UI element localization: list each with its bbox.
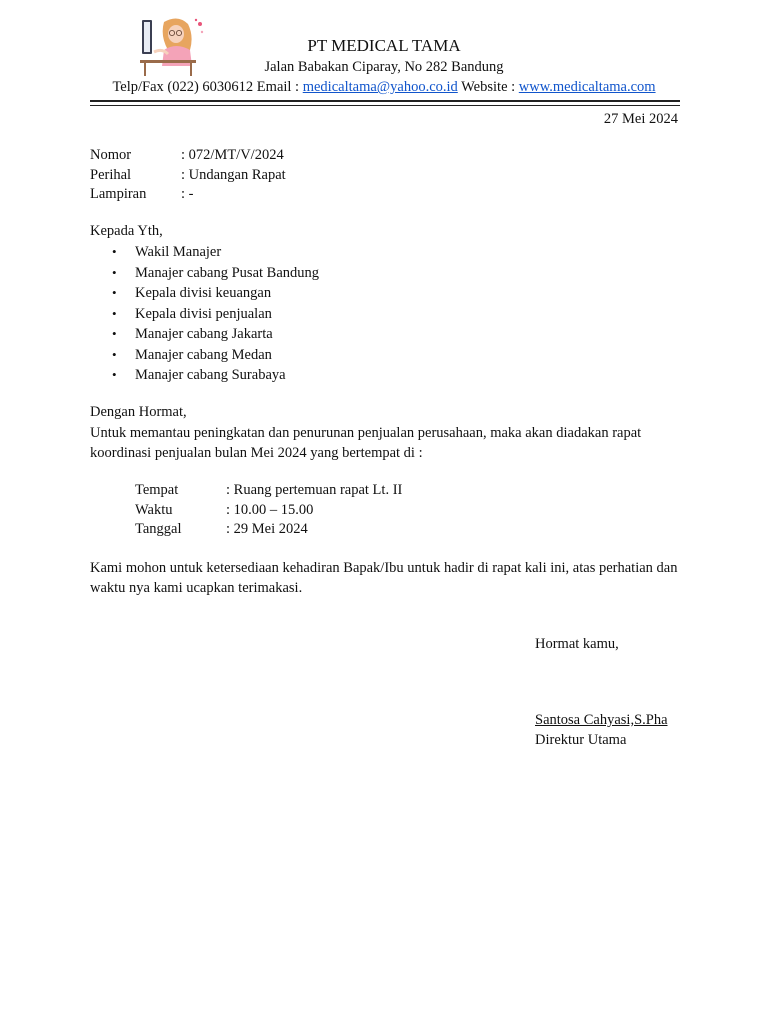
signer-title: Direktur Utama	[535, 732, 627, 748]
greeting: Dengan Hormat,	[90, 404, 187, 420]
meta-row-lampiran	[90, 185, 286, 205]
recipient-text: Wakil Manajer	[135, 244, 222, 260]
recipient-text: Manajer cabang Pusat Bandung	[135, 264, 320, 281]
bullet-icon: •	[112, 326, 117, 341]
list-item	[90, 304, 319, 325]
meta-row-nomor	[90, 146, 286, 166]
signer-name: Santosa Cahyasi,S.Pha	[535, 712, 668, 728]
list-item	[90, 283, 319, 304]
venue-value: : 29 Mei 2024	[226, 521, 308, 537]
company-address: Jalan Babakan Ciparay, No 282 Bandung	[264, 59, 504, 75]
bullet-icon: •	[112, 367, 117, 382]
recipient-text: Manajer cabang Jakarta	[135, 326, 273, 342]
letter-meta	[90, 146, 286, 205]
email-link[interactable]: medicaltama@yahoo.co.id	[302, 79, 458, 95]
company-contact	[0, 79, 768, 96]
list-item	[90, 365, 319, 386]
contact-prefix: Telp/Fax (022) 6030612 Email :	[112, 79, 303, 95]
list-item	[90, 263, 319, 284]
bullet-icon: •	[112, 346, 117, 362]
list-item	[90, 345, 319, 366]
recipient-text: Manajer cabang Medan	[135, 346, 272, 363]
venue-label: Tempat	[135, 482, 179, 498]
meta-label: Nomor	[90, 147, 132, 163]
venue-row-waktu	[135, 501, 402, 521]
meta-value: : Undangan Rapat	[181, 166, 286, 183]
meeting-details	[135, 481, 402, 540]
meta-label: Perihal	[90, 166, 132, 183]
meta-value: : 072/MT/V/2024	[181, 147, 284, 163]
bullet-icon: •	[112, 264, 117, 280]
website-prefix: Website :	[457, 79, 519, 95]
closing-salutation: Hormat kamu,	[535, 636, 619, 652]
list-item	[90, 242, 319, 263]
meta-label: Lampiran	[90, 186, 147, 202]
venue-row-tanggal	[135, 520, 402, 540]
venue-label: Tanggal	[135, 521, 182, 537]
bullet-icon: •	[112, 285, 117, 300]
body-intro: Untuk memantau peningkatan dan penurunan penjualan perusahaan, maka akan diadakan rapat koordinasi penjualan bulan Mei 2024 yang bertempat di :	[90, 425, 642, 461]
recipients-heading: Kepada Yth,	[90, 223, 163, 239]
recipient-text: Kepala divisi keuangan	[135, 285, 272, 301]
venue-value: : Ruang pertemuan rapat Lt. II	[226, 482, 403, 498]
list-item	[90, 324, 319, 345]
venue-row-tempat	[135, 481, 402, 501]
recipient-text: Manajer cabang Surabaya	[135, 367, 286, 383]
recipients-list	[90, 242, 319, 386]
meta-value: : -	[181, 186, 194, 202]
meta-row-perihal	[90, 166, 286, 186]
website-link[interactable]: www.medicaltama.com	[518, 79, 656, 95]
company-name: PT MEDICAL TAMA	[307, 36, 461, 55]
letterhead-divider-thin	[90, 105, 680, 106]
venue-value: : 10.00 – 15.00	[226, 501, 314, 518]
recipient-text: Kepala divisi penjualan	[135, 305, 272, 322]
letter-date: 27 Mei 2024	[603, 111, 678, 127]
body-closing: Kami mohon untuk ketersediaan kehadiran Bapak/Ibu untuk hadir di rapat kali ini, atas perhatian dan waktu nya kami ucapkan terimakasi.	[90, 560, 678, 596]
bullet-icon: •	[112, 305, 117, 321]
venue-label: Waktu	[135, 501, 173, 518]
bullet-icon: •	[112, 244, 117, 259]
letterhead-divider	[90, 100, 680, 102]
